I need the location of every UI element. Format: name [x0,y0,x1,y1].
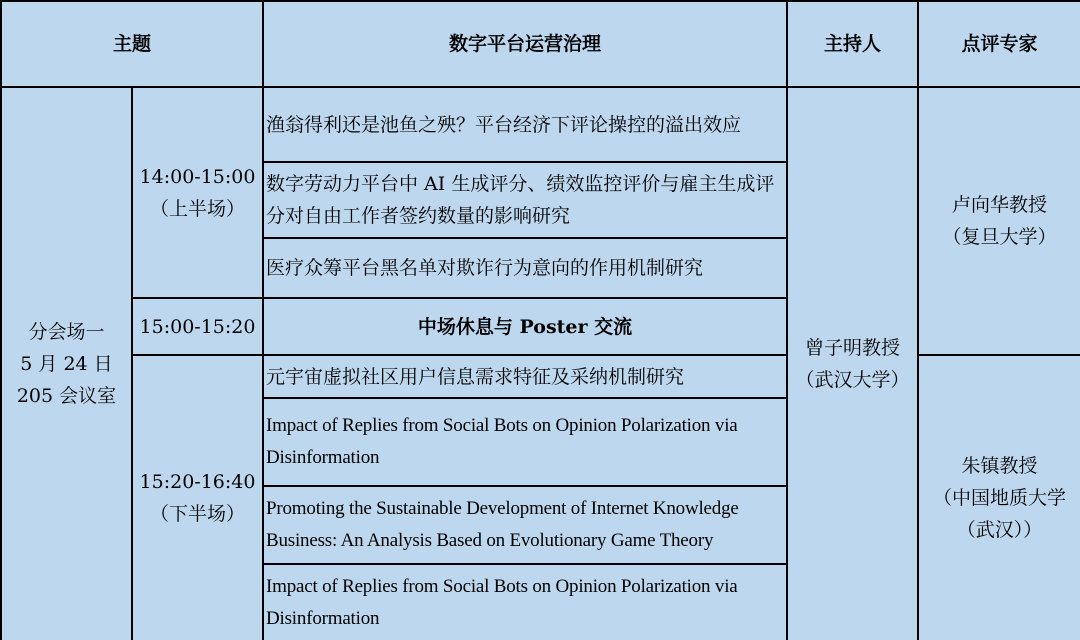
talk-title: 数字劳动力平台中 AI 生成评分、绩效监控评价与雇主生成评分对自由工作者签约数量的影响研究 [263,162,787,238]
host-cell [787,87,918,640]
header-row [1,1,1080,87]
break-time: 15:00-15:20 [132,298,263,355]
talk-title: Promoting the Sustainable Development of Internet Knowledge Business: An Analysis Based on Evolutionary Game Theory [263,486,787,564]
first-half-time: 14:00-15:00 [139,165,256,188]
host-label: 主持人 [787,1,918,87]
talk-title: 医疗众筹平台黑名单对欺诈行为意向的作用机制研究 [263,238,787,298]
second-reviewer-name: 朱镇教授 [961,455,1038,477]
session-name: 分会场一 [28,321,105,343]
session-cell [1,87,132,640]
talk-row [1,87,1080,162]
talk-title: 元宇宙虚拟社区用户信息需求特征及采纳机制研究 [263,355,787,398]
second-reviewer-cell [918,355,1080,640]
host-name: 曾子明教授 [805,337,901,359]
first-reviewer-cell [918,87,1080,355]
topic-value: 数字平台运营治理 [263,1,787,87]
talk-title: Impact of Replies from Social Bots on Opinion Polarization via Disinformation [263,564,787,640]
first-half-time-cell [132,87,263,298]
session-date: 5 月 24 日 [20,353,113,375]
first-half-label: （上半场） [150,197,246,220]
session-room: 205 会议室 [16,385,117,407]
first-reviewer-affiliation: （复旦大学） [942,226,1057,248]
second-reviewer-affiliation-line1: （中国地质大学 [933,487,1067,509]
talk-title: 渔翁得利还是池鱼之殃？平台经济下评论操控的溢出效应 [263,87,787,162]
talk-title: Impact of Replies from Social Bots on Opinion Polarization via Disinformation [263,398,787,486]
second-half-time-cell [132,355,263,640]
reviewer-label: 点评专家 [918,1,1080,87]
host-affiliation: （武汉大学） [795,369,910,391]
second-half-label: （下半场） [150,503,246,525]
topic-label: 主题 [1,1,263,87]
talk-row [1,355,1080,398]
second-reviewer-affiliation-line2: （武汉）） [956,519,1043,541]
first-reviewer-name: 卢向华教授 [952,194,1048,216]
break-label: 中场休息与 Poster 交流 [263,298,787,355]
second-half-time: 15:20-16:40 [139,471,256,493]
